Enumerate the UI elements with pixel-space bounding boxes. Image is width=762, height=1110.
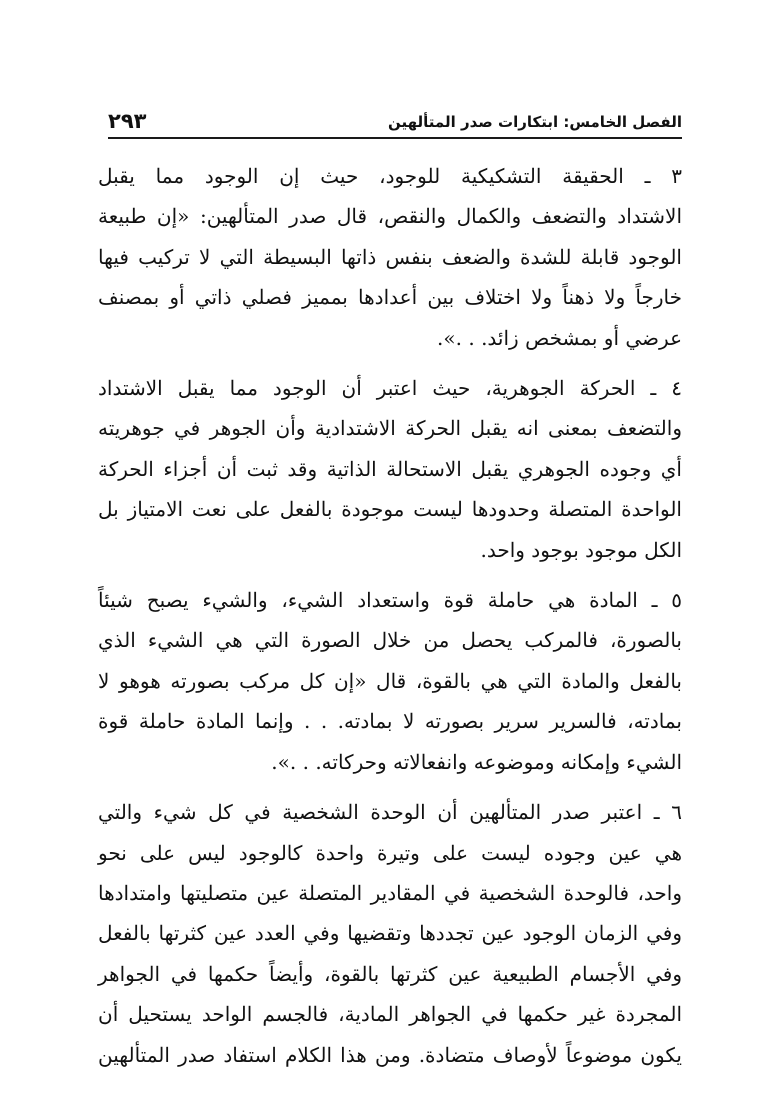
text-line: بالصورة، فالمركب يحصل من خلال الصورة التي هي الشيء الذي [98,628,682,653]
text-line: عرضي أو بمشخص زائد. . .». [437,325,682,350]
text-line: وفي الزمان الوجود عين تجددها وتقضيها وفي العدد عين كثرتها بالفعل [98,921,682,946]
paragraph-6 [98,792,682,1075]
text-line: وفي الأجسام الطبيعية عين كثرتها بالقوة، وأيضاً حكمها في الجواهر [98,961,682,986]
text-line: ٦ ـ اعتبر صدر المتألهين أن الوحدة الشخصية في كل شيء والتي [98,800,682,825]
text-line: يكون موضوعاً لأوصاف متضادة. ومن هذا الكلام استفاد صدر المتألهين [98,1042,682,1067]
text-line: واحد، فالوحدة الشخصية في المقادير المتصلة عين متصليتها وامتدادها [98,880,682,905]
text-line: بمادته، فالسرير سرير بصورته لا بمادته. . . وإنما المادة حاملة قوة [98,709,682,734]
text-line: ٣ ـ الحقيقة التشكيكية للوجود، حيث إن الوجود مما يقبل [98,164,682,188]
paragraph-3 [98,156,682,358]
chapter-title: الفصل الخامس: ابتكارات صدر المتألهين [388,113,682,131]
page-body [98,156,682,1085]
text-line: هي عين وجوده ليست على وتيرة واحدة كالوجود ليس على نحو [98,840,682,865]
text-line: بالفعل والمادة التي هي بالقوة، قال «إن كل مركب بصورته هوهو لا [98,668,682,693]
text-line: الشيء وإمكانه وموضوعه وانفعالاته وحركاته. . .». [271,749,682,774]
text-line: الكل موجود بوجود واحد. [480,537,682,562]
text-line: والتضعف بمعنى انه يقبل الحركة الاشتدادية وأن الجوهر في جوهريته [98,416,682,441]
text-line: الواحدة المتصلة وحدودها ليست موجودة بالفعل على نعت الامتياز بل [98,497,682,522]
paragraph-5 [98,580,682,782]
text-line: المجردة غير حكمها في الجواهر المادية، فالجسم الواحد يستحيل أن [98,1002,683,1027]
page-header [108,103,682,137]
page-number: ٢٩٣ [108,109,147,133]
text-line: أي وجوده الجوهري يقبل الاستحالة الذاتية وقد ثبت أن أجزاء الحركة [98,456,682,481]
text-line: ٤ ـ الحركة الجوهرية، حيث اعتبر أن الوجود مما يقبل الاشتداد [98,376,682,401]
paragraph-4 [98,368,682,570]
header-rule [108,137,682,139]
text-line: الوجود قابلة للشدة والضعف بنفس ذاتها البسيطة التي لا تركيب فيها [98,244,682,269]
text-line: الاشتداد والتضعف والكمال والنقص، قال صدر المتألهين: «إن طبيعة [98,204,682,229]
text-line: ٥ ـ المادة هي حاملة قوة واستعداد الشيء، والشيء يصبح شيئاً [98,588,682,613]
text-line: خارجاً ولا ذهناً ولا اختلاف بين أعدادها بمميز فصلي ذاتي أو بمصنف [98,285,682,310]
